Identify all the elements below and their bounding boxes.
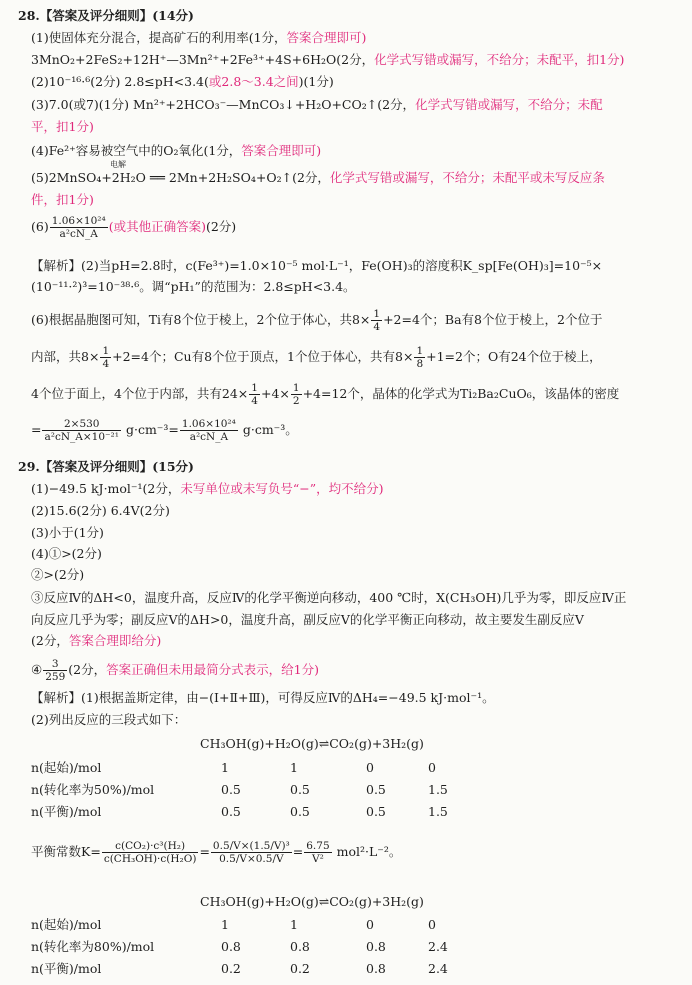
q28-header: 28.【答案及评分细则】(14分) [18,8,194,23]
table-cell: 0.8 [290,939,310,954]
q29-line-4: (4)①>(2分) [31,546,102,561]
reaction-equation-1: CH₃OH(g)+H₂O(g)⇌CO₂(g)+3H₂(g) [200,736,424,751]
table-cell: 1 [221,917,229,932]
table-cell: 0.5 [366,782,386,797]
table-cell: 0.5 [290,782,310,797]
q28-line-5: 平，扣1分) [31,119,94,134]
table-cell: 0 [366,760,374,775]
q29-header: 29.【答案及评分细则】(15分) [18,459,194,474]
table-cell: 2.4 [428,939,448,954]
table-cell: 0.5 [290,804,310,819]
q28-line-3: (2)10⁻¹⁶·⁶(2分) 2.8≤pH<3.4(或2.8～3.4之间)(1分) [31,74,334,89]
q28-line-8: 件，扣1分) [31,192,94,207]
table-row-label: n(起始)/mol [31,917,102,932]
q29-line-6: ③反应Ⅳ的ΔH<0，温度升高，反应Ⅳ的化学平衡逆向移动，400 ℃时，X(CH₃OH)几乎为零，即反应Ⅳ正 [31,590,627,605]
reaction-equation-2: CH₃OH(g)+H₂O(g)⇌CO₂(g)+3H₂(g) [200,894,424,909]
q28-line-9: (6) $\frac{\text{1.06×10²⁴}}{\text{a²cN\_A}}$ (或其他正确答案)(2分) [31,215,237,240]
table-cell: 0 [428,760,436,775]
table-row-label: n(平衡)/mol [31,804,102,819]
q29-analysis-1: 【解析】(1)根据盖斯定律，由−(Ⅰ+Ⅱ+Ⅲ)，可得反应Ⅳ的ΔH₄=−49.5 kJ·mol⁻¹。 [31,690,495,705]
q29-line-3: (3)小于(1分) [31,525,104,540]
q29-line-9: ④ $\frac{3}{259}$ (2分，答案正确但未用最简分式表示，给1分) [31,658,319,683]
table-row-label: n(转化率为80%)/mol [31,939,155,954]
q28-line-2: 3MnO₂+2FeS₂+12H⁺—3Mn²⁺+2Fe³⁺+4S+6H₂O(2分，化学式写错或漏写，不给分；未配平，扣1分) [31,52,625,67]
q29-line-1: (1)−49.5 kJ·mol⁻¹(2分，未写单位或未写负号“−”，均不给分) [31,481,384,496]
table-cell: 1 [290,917,298,932]
table-cell: 0.8 [366,939,386,954]
q29-line-5: ②>(2分) [31,567,85,582]
table-cell: 0.2 [221,961,241,976]
q28-analysis-1: 【解析】(2)当pH=2.8时，c(Fe³⁺)=1.0×10⁻⁵ mol·L⁻¹，Fe(OH)₃的溶度积K_sp[Fe(OH)₃]=10⁻⁵× [31,258,603,273]
table-cell: 0.8 [221,939,241,954]
electrolysis-condition: 电解 [110,160,126,169]
fraction: $\frac{\text{1.06×10²⁴}}{\text{a²cN\_A}}$ [51,215,106,240]
q28-density-formula: = $\frac{2\times 530}{\text{a²cN\_A×10⁻²¹}}$ g·cm⁻³= $\frac{\text{1.06×10²⁴}}{\text{a²cN\_A}}$ g·cm⁻³。 [31,418,298,443]
table-cell: 0.5 [366,804,386,819]
table-cell: 1.5 [428,782,448,797]
q29-line-8: (2分，答案合理即给分) [31,633,162,648]
table-cell: 0 [366,917,374,932]
q29-line-7: 向反应几乎为零；副反应Ⅴ的ΔH>0，温度升高，副反应Ⅴ的化学平衡正向移动，故主要发生副反应Ⅴ [31,612,584,627]
q28-analysis-4: 内部，共8× $\frac{1}{4}$ +2=4个；Cu有8个位于顶点，1个位于体心，共有8× $\frac{1}{8}$ +1=2个；O有24个位于棱上， [31,345,602,370]
table-cell: 0.5 [221,804,241,819]
equilibrium-constant: 平衡常数K= $\frac{\text{c(CO₂)·c³(H₂)}}{\text{c(CH₃OH)·c(H₂O)}}$ = $\frac{\text{0.5/V×(1.5/V)³}}{0.5/V\times 0.5/V}$ = $\frac{6.75}{\text{V²}}$ mol²·L⁻²。 [31,840,402,865]
table-cell: 0 [428,917,436,932]
q28-analysis-5: 4个位于面上，4个位于内部，共有24× $\frac{1}{4}$ +4× $\frac{1}{2}$ +4=12个，晶体的化学式为Ti₂Ba₂CuO₆，该晶体的密度 [31,382,620,407]
q28-analysis-2: (10⁻¹¹·²)³=10⁻³⁸·⁶。调“pH₁”的范围为：2.8≤pH<3.4。 [31,279,356,294]
q28-line-4: (3)7.0(或7)(1分) Mn²⁺+2HCO₃⁻—MnCO₃↓+H₂O+CO₂↑(2分，化学式写错或漏写，不给分；未配 [31,97,603,112]
q28-analysis-3: (6)根据晶胞图可知，Ti有8个位于棱上，2个位于体心，共8× $\frac{1}{4}$ +2=4个；Ba有8个位于棱上，2个位于 [31,308,603,333]
table-row-label: n(平衡)/mol [31,961,102,976]
q28-line-1: (1)使固体充分混合，提高矿石的利用率(1分，答案合理即可) [31,30,367,45]
table-cell: 2.4 [428,961,448,976]
table-row-label: n(起始)/mol [31,760,102,775]
q29-analysis-2: (2)列出反应的三段式如下： [31,712,187,727]
table-cell: 1 [290,760,298,775]
q28-line-6: (4)Fe²⁺容易被空气中的O₂氧化(1分，答案合理即可) [31,143,322,158]
q28-line-7: (5)2MnSO₄+2H₂O ══ 2Mn+2H₂SO₄+O₂↑(2分，化学式写错或漏写，不给分；未配平或未写反应条 [31,170,605,185]
q29-line-2: (2)15.6(2分) 6.4V(2分) [31,503,170,518]
table-cell: 1 [221,760,229,775]
table-cell: 0.5 [221,782,241,797]
table-cell: 1.5 [428,804,448,819]
table-row-label: n(转化率为50%)/mol [31,782,155,797]
table-cell: 0.2 [290,961,310,976]
table-cell: 0.8 [366,961,386,976]
